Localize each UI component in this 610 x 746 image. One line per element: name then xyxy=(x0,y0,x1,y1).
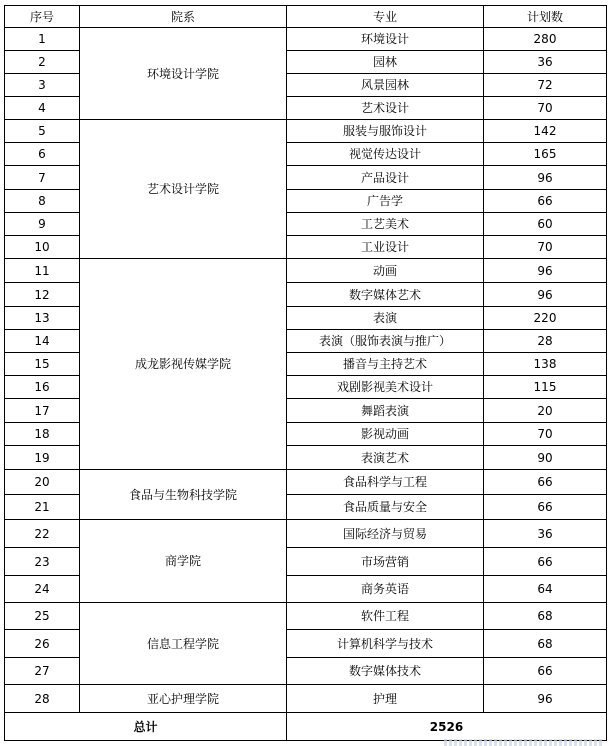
header-major: 专业 xyxy=(287,6,484,28)
department-name: 食品与生物科技学院 xyxy=(80,470,287,520)
major-name: 工业设计 xyxy=(287,236,484,259)
table-row xyxy=(5,120,607,143)
plan-count: 68 xyxy=(484,630,607,658)
major-name: 表演艺术 xyxy=(287,446,484,470)
major-name: 数字媒体艺术 xyxy=(287,283,484,307)
total-value: 2526 xyxy=(287,713,607,741)
plan-count: 20 xyxy=(484,399,607,423)
row-number: 4 xyxy=(5,97,80,120)
plan-count: 66 xyxy=(484,658,607,685)
row-number: 19 xyxy=(5,446,80,470)
plan-count: 70 xyxy=(484,236,607,259)
department-name: 亚心护理学院 xyxy=(80,685,287,713)
department-name: 环境设计学院 xyxy=(80,28,287,120)
plan-count: 66 xyxy=(484,470,607,495)
major-name: 动画 xyxy=(287,259,484,283)
row-number: 15 xyxy=(5,353,80,376)
table-header-row xyxy=(5,6,607,28)
major-name: 表演（服饰表演与推广） xyxy=(287,330,484,353)
row-number: 17 xyxy=(5,399,80,423)
major-name: 艺术设计 xyxy=(287,97,484,120)
row-number: 26 xyxy=(5,630,80,658)
major-name: 计算机科学与技术 xyxy=(287,630,484,658)
major-name: 产品设计 xyxy=(287,166,484,190)
plan-count: 66 xyxy=(484,190,607,213)
department-name: 信息工程学院 xyxy=(80,603,287,685)
major-name: 风景园林 xyxy=(287,74,484,97)
plan-count: 96 xyxy=(484,166,607,190)
row-number: 14 xyxy=(5,330,80,353)
row-number: 24 xyxy=(5,576,80,603)
header-no: 序号 xyxy=(5,6,80,28)
major-name: 园林 xyxy=(287,51,484,74)
plan-count: 36 xyxy=(484,520,607,548)
row-number: 12 xyxy=(5,283,80,307)
row-number: 8 xyxy=(5,190,80,213)
major-name: 服装与服饰设计 xyxy=(287,120,484,143)
department-name: 商学院 xyxy=(80,520,287,603)
row-number: 10 xyxy=(5,236,80,259)
major-name: 市场营销 xyxy=(287,548,484,576)
table-row xyxy=(5,520,607,548)
plan-count: 64 xyxy=(484,576,607,603)
table-row xyxy=(5,685,607,713)
plan-count: 68 xyxy=(484,603,607,630)
header-dept: 院系 xyxy=(80,6,287,28)
plan-count: 96 xyxy=(484,283,607,307)
row-number: 16 xyxy=(5,376,80,399)
major-name: 戏剧影视美术设计 xyxy=(287,376,484,399)
row-number: 13 xyxy=(5,307,80,330)
row-number: 27 xyxy=(5,658,80,685)
plan-count: 72 xyxy=(484,74,607,97)
major-name: 视觉传达设计 xyxy=(287,143,484,166)
department-name: 艺术设计学院 xyxy=(80,120,287,259)
row-number: 22 xyxy=(5,520,80,548)
major-name: 环境设计 xyxy=(287,28,484,51)
row-number: 20 xyxy=(5,470,80,495)
major-name: 国际经济与贸易 xyxy=(287,520,484,548)
row-number: 5 xyxy=(5,120,80,143)
plan-count: 138 xyxy=(484,353,607,376)
row-number: 18 xyxy=(5,423,80,446)
watermark xyxy=(444,739,604,746)
row-number: 28 xyxy=(5,685,80,713)
plan-count: 60 xyxy=(484,213,607,236)
plan-count: 165 xyxy=(484,143,607,166)
major-name: 播音与主持艺术 xyxy=(287,353,484,376)
row-number: 1 xyxy=(5,28,80,51)
total-label: 总计 xyxy=(5,713,287,741)
row-number: 7 xyxy=(5,166,80,190)
plan-count: 115 xyxy=(484,376,607,399)
table-row xyxy=(5,259,607,283)
plan-count: 70 xyxy=(484,97,607,120)
row-number: 6 xyxy=(5,143,80,166)
plan-count: 280 xyxy=(484,28,607,51)
major-name: 商务英语 xyxy=(287,576,484,603)
major-name: 软件工程 xyxy=(287,603,484,630)
plan-count: 66 xyxy=(484,495,607,520)
row-number: 11 xyxy=(5,259,80,283)
plan-count: 66 xyxy=(484,548,607,576)
plan-count: 96 xyxy=(484,685,607,713)
plan-count: 28 xyxy=(484,330,607,353)
major-name: 食品科学与工程 xyxy=(287,470,484,495)
plan-count: 142 xyxy=(484,120,607,143)
total-row xyxy=(5,713,607,741)
row-number: 21 xyxy=(5,495,80,520)
header-plan: 计划数 xyxy=(484,6,607,28)
row-number: 23 xyxy=(5,548,80,576)
major-name: 工艺美术 xyxy=(287,213,484,236)
row-number: 2 xyxy=(5,51,80,74)
plan-count: 90 xyxy=(484,446,607,470)
table-row xyxy=(5,28,607,51)
major-name: 表演 xyxy=(287,307,484,330)
major-name: 护理 xyxy=(287,685,484,713)
plan-count: 96 xyxy=(484,259,607,283)
row-number: 3 xyxy=(5,74,80,97)
row-number: 25 xyxy=(5,603,80,630)
table-body xyxy=(5,28,607,713)
enrollment-plan-table xyxy=(4,5,607,741)
major-name: 广告学 xyxy=(287,190,484,213)
plan-count: 220 xyxy=(484,307,607,330)
major-name: 影视动画 xyxy=(287,423,484,446)
table-row xyxy=(5,603,607,630)
major-name: 数字媒体技术 xyxy=(287,658,484,685)
major-name: 食品质量与安全 xyxy=(287,495,484,520)
table-row xyxy=(5,470,607,495)
department-name: 成龙影视传媒学院 xyxy=(80,259,287,470)
major-name: 舞蹈表演 xyxy=(287,399,484,423)
plan-count: 70 xyxy=(484,423,607,446)
plan-count: 36 xyxy=(484,51,607,74)
row-number: 9 xyxy=(5,213,80,236)
